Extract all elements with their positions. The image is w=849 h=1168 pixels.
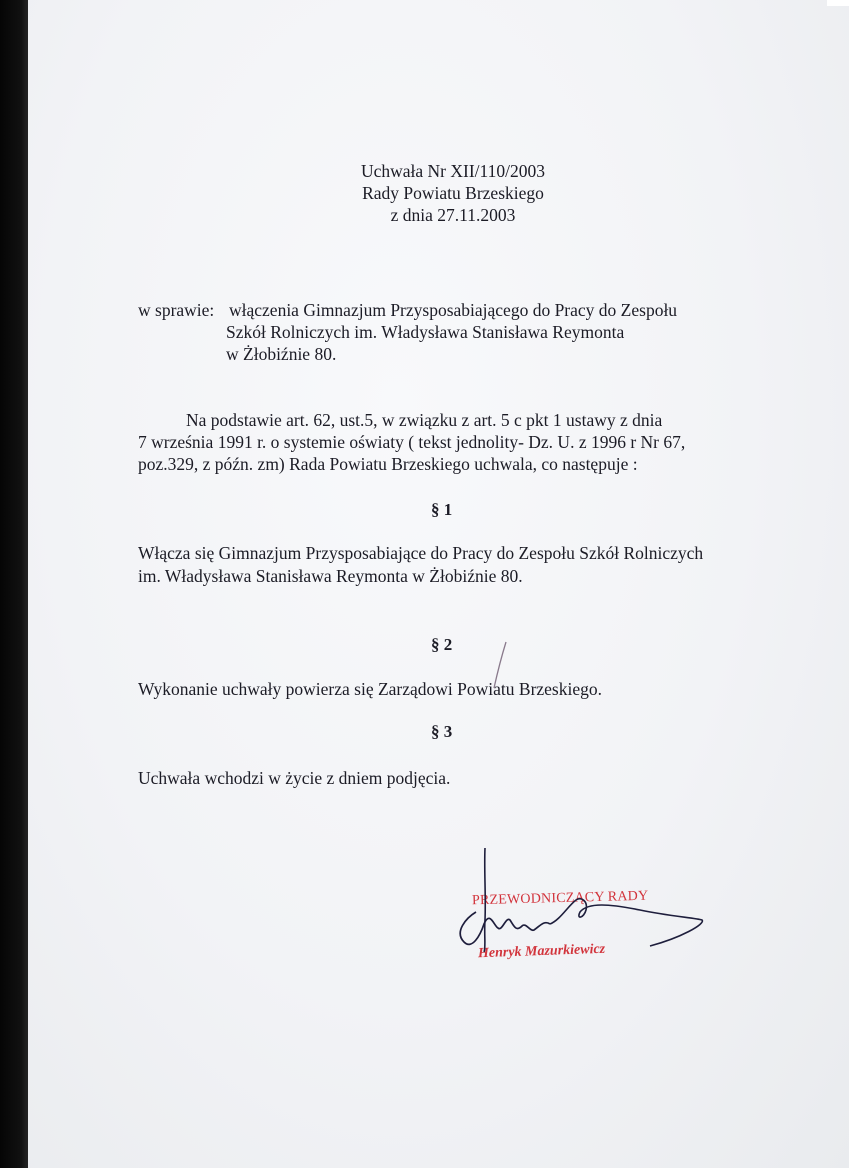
subject-line-2: Szkół Rolniczych im. Władysława Stanisława Reymonta — [226, 322, 625, 342]
preamble-line-1: Na podstawie art. 62, ust.5, w związku z art. 5 c pkt 1 ustawy z dnia — [186, 410, 663, 430]
section-3-line-1: Uchwała wchodzi w życie z dniem podjęcia. — [138, 768, 451, 788]
stamp-name: Henryk Mazurkiewicz — [477, 941, 606, 962]
section-1-symbol: § 1 — [431, 500, 453, 519]
resolution-number: Uchwała Nr XII/110/2003 — [360, 161, 546, 181]
section-2-symbol: § 2 — [431, 635, 453, 654]
preamble-line-2: 7 września 1991 r. o systemie oświaty ( tekst jednolity- Dz. U. z 1996 r Nr 67, — [138, 432, 686, 452]
preamble-line-3: poz.329, z późn. zm) Rada Powiatu Brzeskiego uchwala, co następuje : — [138, 454, 638, 474]
section-3-symbol: § 3 — [431, 722, 453, 741]
subject-label: w sprawie: — [138, 300, 215, 320]
stamp-title: PRZEWODNICZĄCY RADY — [471, 888, 649, 909]
handwritten-signature — [440, 840, 720, 970]
resolution-header — [253, 160, 653, 226]
subject-line-1: włączenia Gimnazjum Przysposabiającego do Pracy do Zespołu — [229, 300, 678, 320]
resolution-date: z dnia 27.11.2003 — [390, 205, 516, 225]
pen-stroke-mark — [490, 640, 510, 690]
section-1-line-1: Włącza się Gimnazjum Przysposabiające do Pracy do Zespołu Szkół Rolniczych — [138, 543, 704, 563]
section-1-line-2: im. Władysława Stanisława Reymonta w Żłobiźnie 80. — [138, 566, 523, 586]
scanner-shadow-edge — [0, 0, 30, 1168]
subject-line-3: w Żłobiźnie 80. — [226, 344, 337, 364]
section-2-line-1: Wykonanie uchwały powierza się Zarządowi Powiatu Brzeskiego. — [138, 679, 602, 699]
scan-corner-gap — [827, 0, 849, 6]
council-name: Rady Powiatu Brzeskiego — [362, 183, 544, 203]
